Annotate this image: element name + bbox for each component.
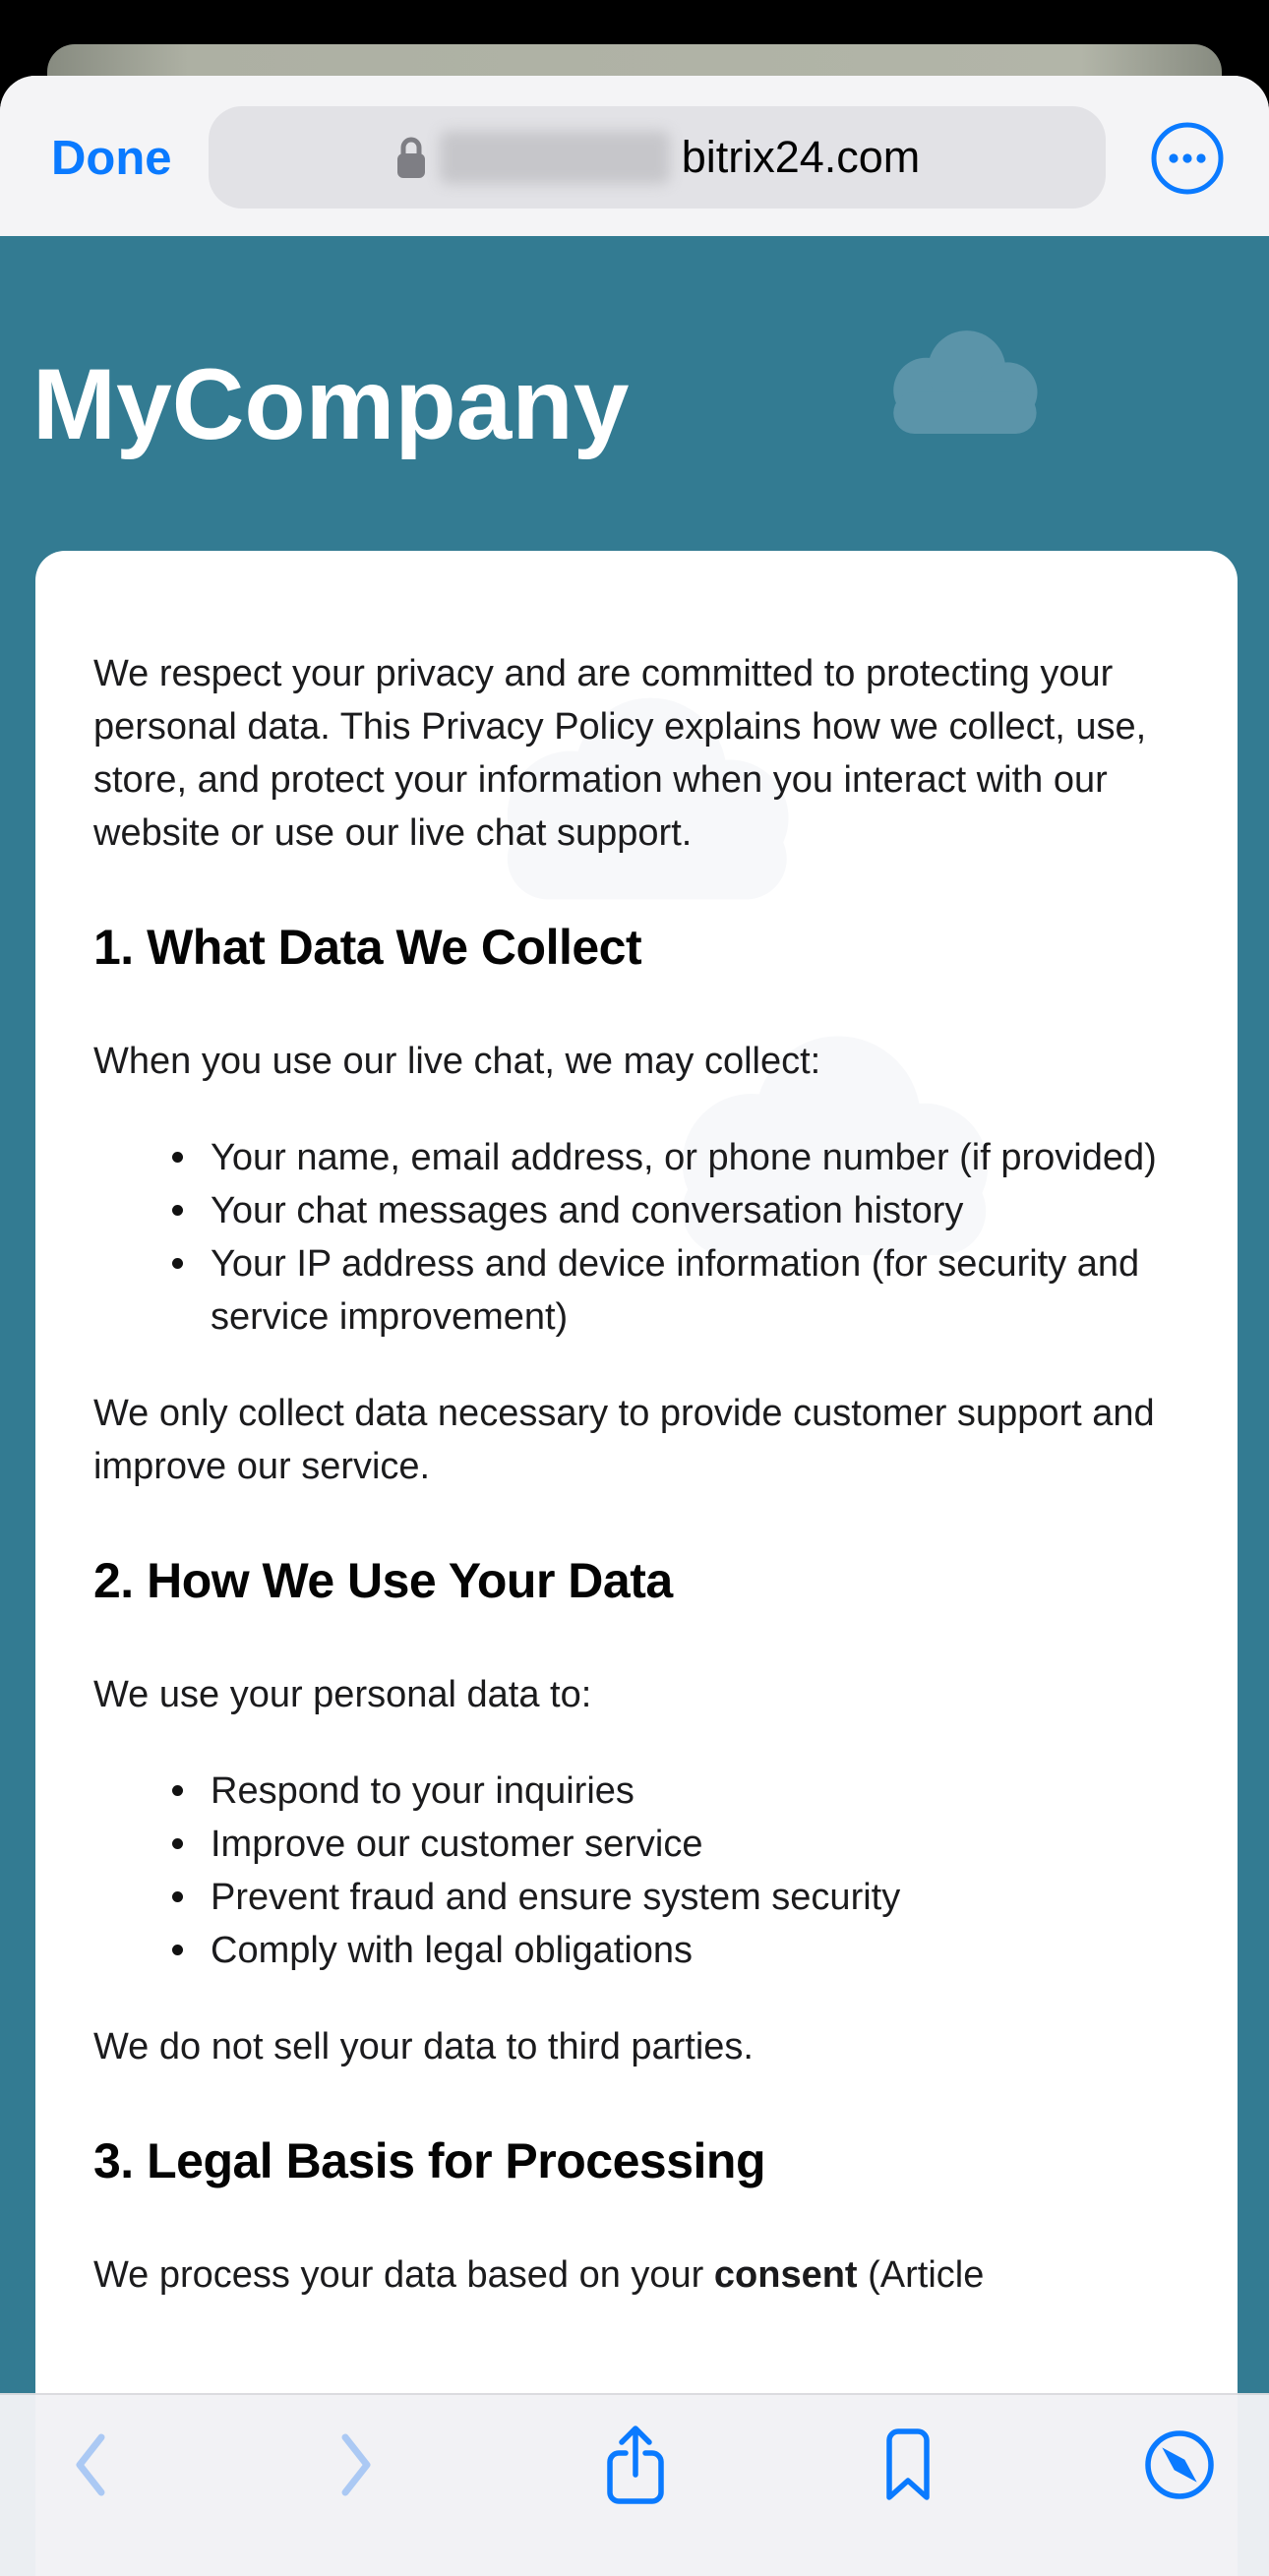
list-item: Your name, email address, or phone number (if provided) <box>211 1131 1169 1184</box>
ellipsis-circle-icon <box>1149 120 1226 197</box>
paragraph-text: We process your data based on your <box>93 2254 714 2296</box>
browser-chrome <box>0 76 1269 236</box>
share-button[interactable] <box>581 2401 690 2529</box>
forward-chevron-icon <box>338 2432 374 2497</box>
cloud-icon <box>874 320 1055 441</box>
share-icon <box>605 2423 666 2507</box>
intro-paragraph: We respect your privacy and are committed to protecting your personal data. This Privacy Policy explains how we collect, use, store, and protect your information when you interact with our website or use our live chat support. <box>93 653 1147 854</box>
content-card <box>35 551 1238 2576</box>
list-item: Improve our customer service <box>211 1818 1169 1871</box>
paragraph-bold-text: consent <box>713 2254 858 2296</box>
paragraph-text: (Article <box>857 2254 985 2296</box>
safari-sheet <box>0 76 1269 2576</box>
list-item: Respond to your inquiries <box>211 1765 1169 1818</box>
section-title: 2. How We Use Your Data <box>93 1553 673 1608</box>
page-title: MyCompany <box>32 348 630 460</box>
list-item: Prevent fraud and ensure system security <box>211 1871 1169 1924</box>
web-content <box>0 236 1269 2576</box>
list-item: Your chat messages and conversation history <box>211 1184 1169 1237</box>
bottom-toolbar <box>0 2393 1269 2576</box>
done-button[interactable]: Done <box>51 132 172 185</box>
more-options-button[interactable] <box>1149 120 1226 197</box>
list-item: Comply with legal obligations <box>211 1924 1169 1977</box>
lock-icon <box>394 135 428 180</box>
section-paragraph <box>93 2248 1180 2302</box>
section-title: 1. What Data We Collect <box>93 920 642 975</box>
back-chevron-icon <box>73 2432 108 2497</box>
open-in-safari-button[interactable] <box>1125 2401 1234 2529</box>
section-outro: We do not sell your data to third parties. <box>93 2026 754 2067</box>
section-lead: When you use our live chat, we may collect: <box>93 1041 821 1082</box>
bookmarks-button[interactable] <box>854 2401 962 2529</box>
back-button[interactable] <box>36 2401 145 2529</box>
url-domain-text: bitrix24.com <box>681 132 921 182</box>
section-outro: We only collect data necessary to provide customer support and improve our service. <box>93 1393 1155 1487</box>
bullet-list <box>93 1131 1180 1344</box>
forward-button[interactable] <box>302 2401 410 2529</box>
url-bar[interactable] <box>209 106 1106 209</box>
bullet-list <box>93 1765 1180 1977</box>
open-in-safari-icon <box>1142 2427 1217 2502</box>
section-lead: We use your personal data to: <box>93 1674 592 1715</box>
section-title: 3. Legal Basis for Processing <box>93 2133 765 2188</box>
bookmark-icon <box>882 2428 934 2501</box>
list-item: Your IP address and device information (for security and service improvement) <box>211 1237 1169 1344</box>
redacted-subdomain <box>440 131 670 184</box>
